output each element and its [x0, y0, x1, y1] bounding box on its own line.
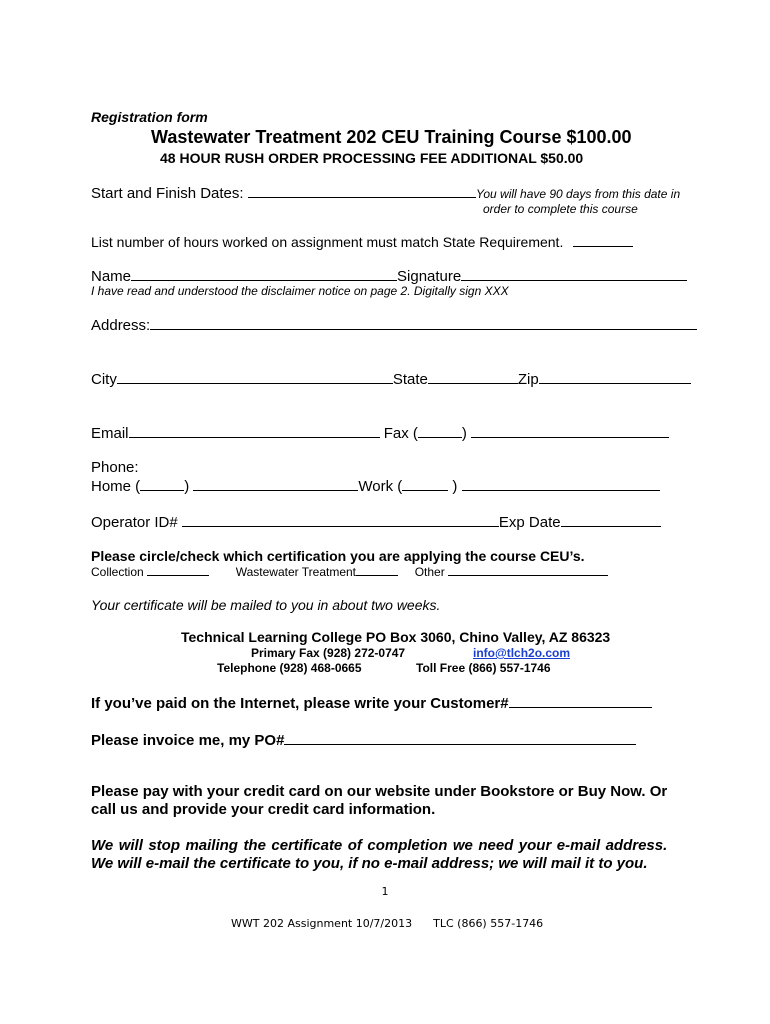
dates-row	[91, 184, 476, 202]
certification-options	[91, 564, 608, 579]
hours-field[interactable]	[573, 233, 633, 247]
home-close: )	[184, 478, 190, 495]
cert-other-field[interactable]	[448, 564, 608, 576]
address-label: Address:	[91, 317, 151, 334]
form-label: Registration form	[91, 109, 208, 125]
mail-note: Your certificate will be mailed to you in about two weeks.	[91, 597, 441, 613]
address-field[interactable]	[150, 316, 697, 330]
credit-card-line-1: Please pay with your credit card on our website under Bookstore or Buy Now. Or	[91, 783, 668, 800]
hours-label: List number of hours worked on assignment must match State Requirement.	[91, 234, 564, 250]
work-close: )	[452, 478, 458, 495]
signature-field[interactable]	[461, 267, 687, 281]
state-label: State	[392, 371, 428, 388]
signature-label: Signature	[397, 268, 462, 285]
customer-label: If you’ve paid on the Internet, please write your Customer#	[91, 695, 509, 712]
state-field[interactable]	[428, 370, 518, 384]
page-number: 1	[381, 885, 389, 898]
email-label: Email	[91, 425, 129, 442]
operator-id-label: Operator ID#	[91, 514, 178, 531]
footer-assignment	[231, 917, 543, 930]
customer-row	[91, 694, 652, 712]
dates-field[interactable]	[248, 184, 476, 198]
email-row	[91, 424, 669, 442]
contact-telephone: Telephone (928) 468-0665	[217, 661, 362, 675]
fax-number-field[interactable]	[471, 424, 669, 438]
name-field[interactable]	[131, 267, 397, 281]
phone-label: Phone:	[91, 459, 139, 476]
work-area-code-field[interactable]	[402, 477, 448, 491]
certification-heading: Please circle/check which certification you are applying the course CEU’s.	[91, 548, 585, 564]
contact-fax: Primary Fax (928) 272-0747	[251, 646, 406, 660]
operator-row	[91, 513, 661, 531]
notice-line-1: We will stop mailing the certificate of completion we need your e-mail address.	[91, 837, 668, 854]
fax-prefix: Fax (	[383, 425, 418, 442]
fax-close: )	[461, 425, 467, 442]
cert-collection-field[interactable]	[147, 564, 209, 576]
dates-note-2: order to complete this course	[483, 202, 638, 216]
customer-number-field[interactable]	[509, 694, 652, 708]
address-row	[91, 316, 697, 334]
operator-id-field[interactable]	[182, 513, 499, 527]
disclaimer-note: I have read and understood the disclaimer notice on page 2. Digitally sign XXX	[91, 284, 509, 298]
contact-address: Technical Learning College PO Box 3060, Chino Valley, AZ 86323	[181, 629, 611, 645]
work-number-field[interactable]	[462, 477, 660, 491]
home-number-field[interactable]	[193, 477, 358, 491]
fax-area-code-field[interactable]	[418, 424, 462, 438]
name-signature-row	[91, 267, 687, 285]
cert-option-collection[interactable]: Collection	[91, 565, 144, 579]
cert-option-other[interactable]: Other	[414, 565, 445, 579]
contact-toll-free: Toll Free (866) 557-1746	[416, 661, 551, 675]
dates-label: Start and Finish Dates:	[91, 185, 244, 202]
credit-card-line-2: call us and provide your credit card information.	[91, 801, 436, 818]
exp-date-label: Exp Date	[498, 514, 561, 531]
footer-assignment-text: WWT 202 Assignment 10/7/2013	[231, 917, 413, 930]
city-field[interactable]	[117, 370, 393, 384]
email-field[interactable]	[129, 424, 380, 438]
footer-tlc-phone: TLC (866) 557-1746	[433, 917, 544, 930]
phone-row	[91, 477, 660, 495]
po-label: Please invoice me, my PO#	[91, 732, 285, 749]
po-number-field[interactable]	[284, 731, 636, 745]
exp-date-field[interactable]	[561, 513, 661, 527]
rush-fee: 48 HOUR RUSH ORDER PROCESSING FEE ADDITIONAL $50.00	[160, 150, 584, 166]
work-prefix: Work (	[358, 478, 403, 495]
zip-field[interactable]	[539, 370, 691, 384]
home-prefix: Home (	[91, 478, 141, 495]
notice-line-2: We will e-mail the certificate to you, if no e-mail address; we will mail it to you.	[91, 855, 648, 872]
contact-email-link[interactable]: info@tlch2o.com	[473, 646, 571, 660]
hours-row	[91, 233, 633, 250]
name-label: Name	[91, 268, 132, 285]
dates-note-1: You will have 90 days from this date in	[476, 187, 681, 201]
city-row	[91, 370, 691, 388]
cert-wastewater-field[interactable]	[356, 564, 398, 576]
po-row	[91, 731, 636, 749]
cert-option-wastewater[interactable]: Wastewater Treatment	[235, 565, 356, 579]
city-label: City	[91, 371, 117, 388]
home-area-code-field[interactable]	[140, 477, 184, 491]
zip-label: Zip	[517, 371, 539, 388]
course-title: Wastewater Treatment 202 CEU Training Course $100.00	[151, 127, 632, 147]
